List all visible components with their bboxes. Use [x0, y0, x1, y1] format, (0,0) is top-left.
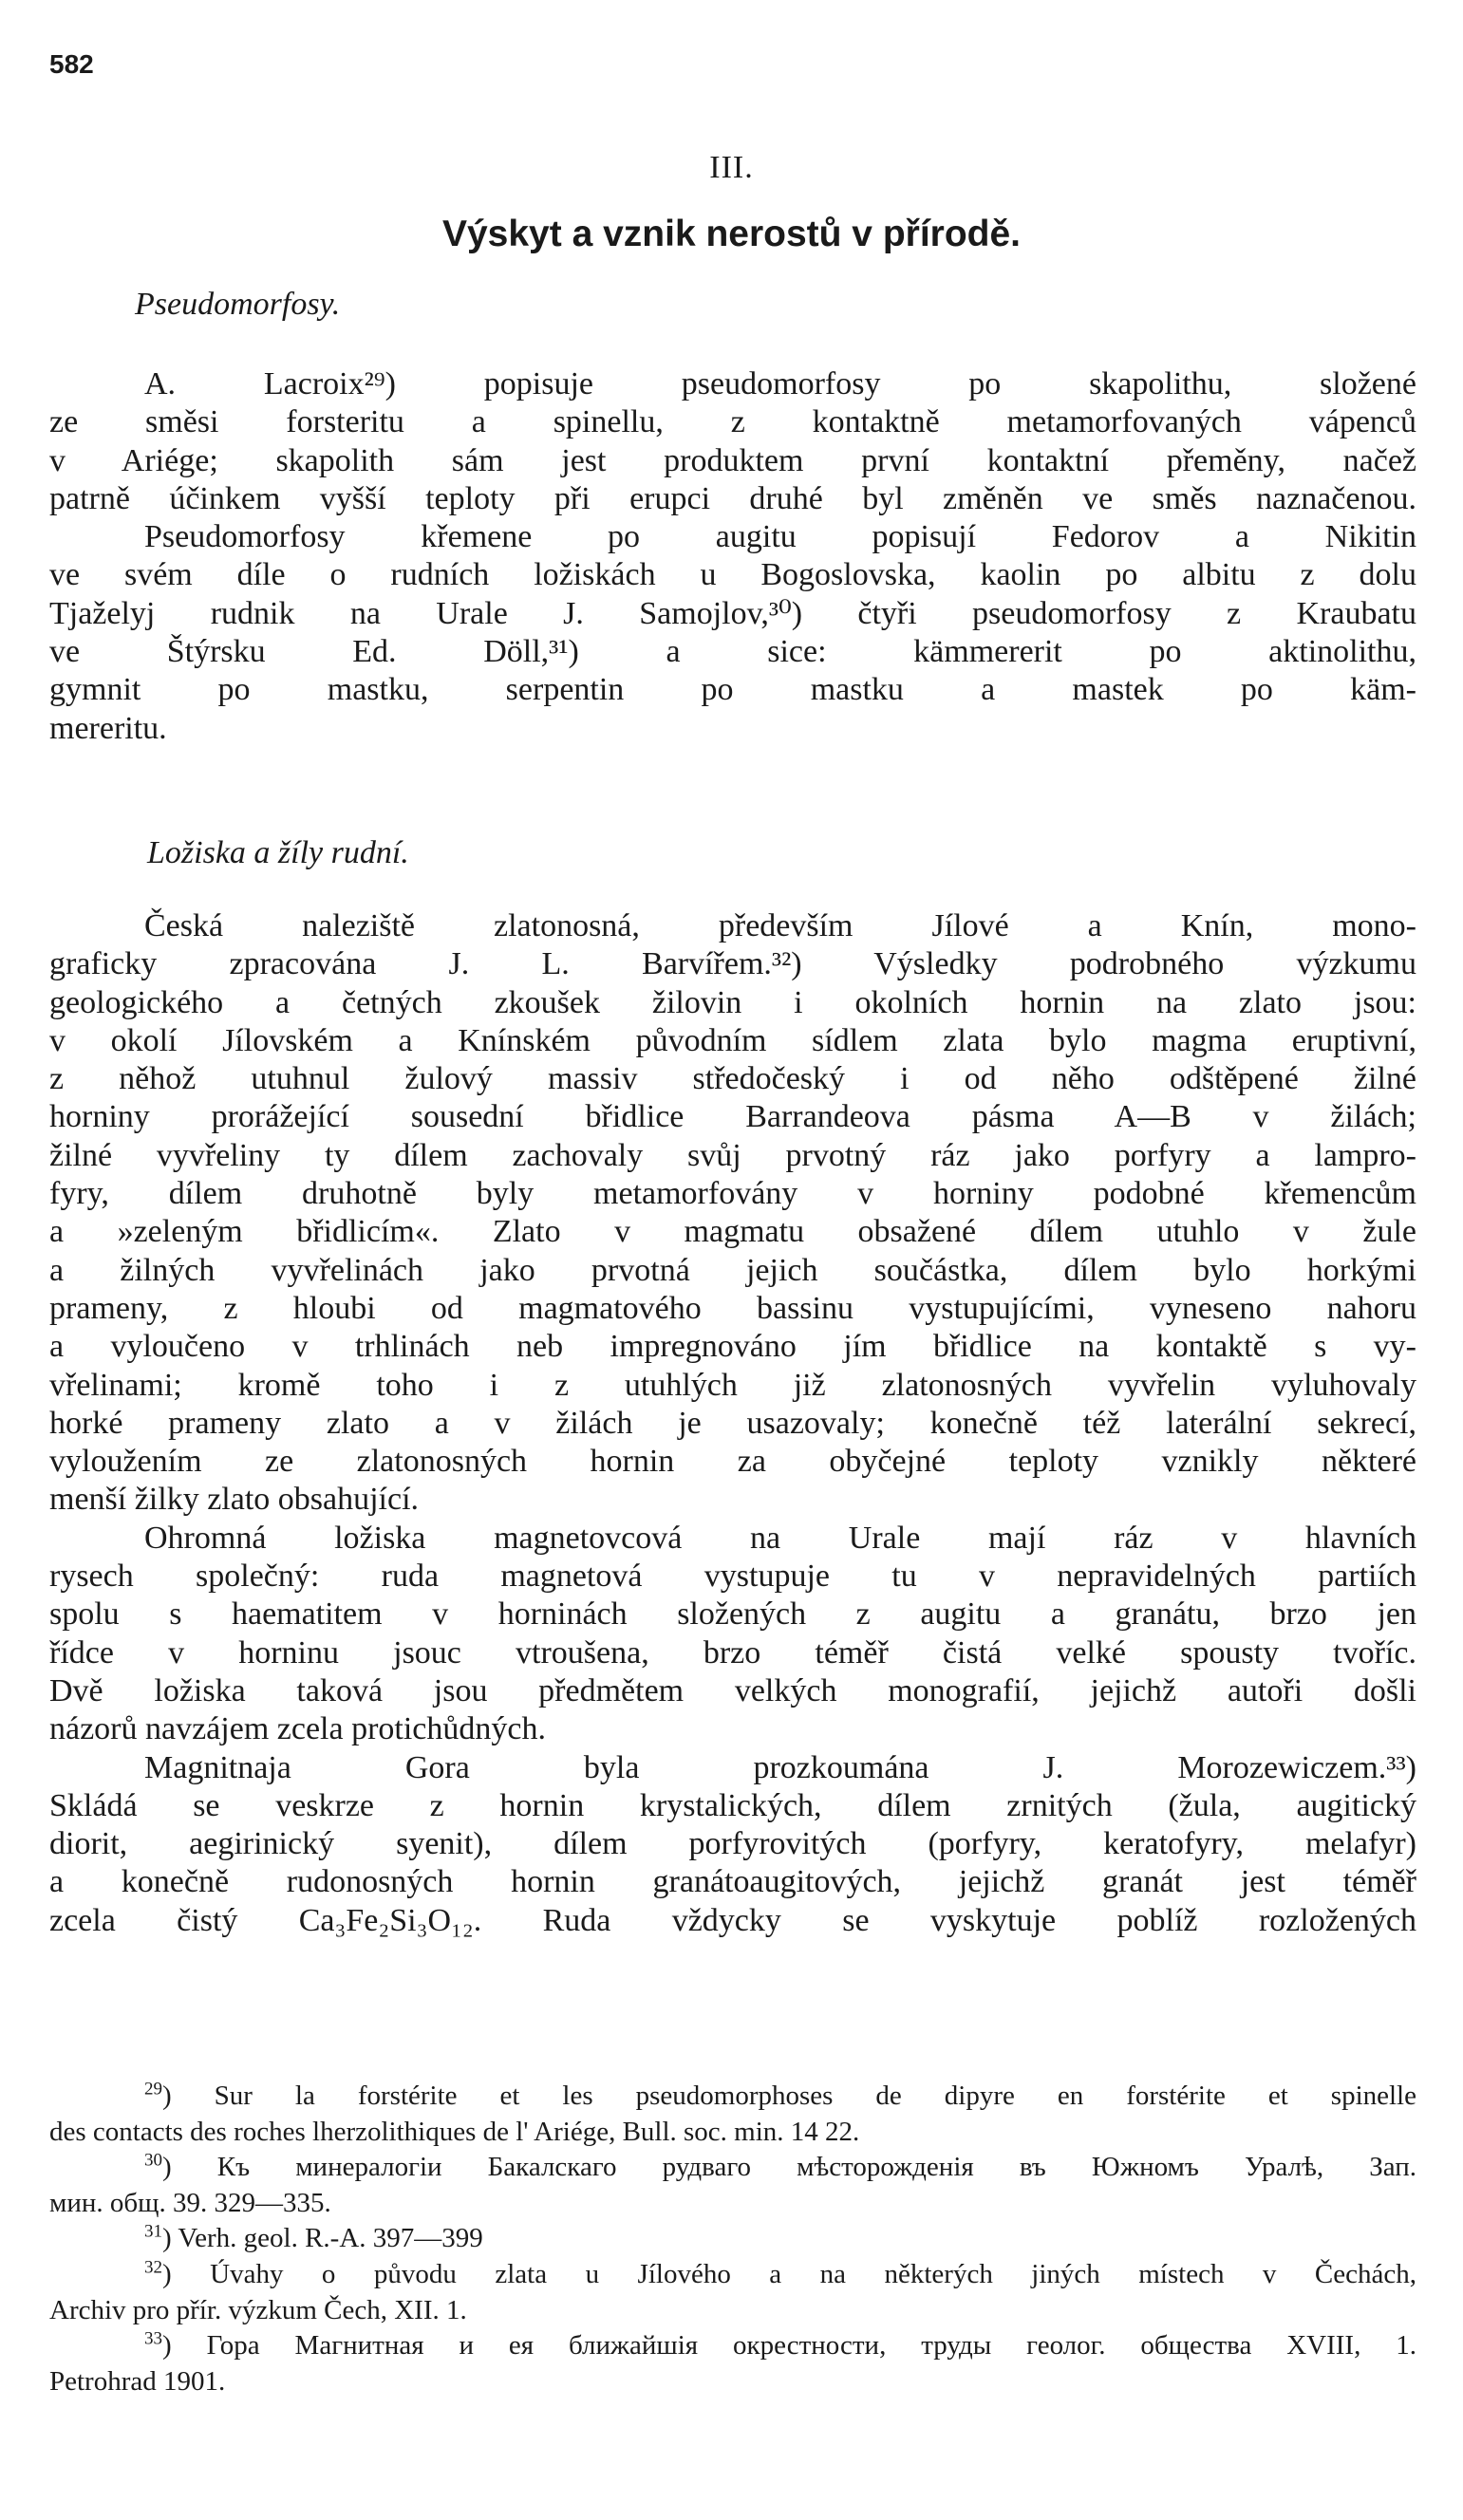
text-line: v Ariége; skapolith sám jest produktem první kontaktní přeměny, načež [49, 442, 1416, 478]
footnote-line: Petrohrad 1901. [49, 2365, 226, 2397]
text-line: Pseudomorfosy křemene po augitu popisují Fedorov a Nikitin [144, 519, 1416, 555]
text-line: názorů navzájem zcela protichůdných. [49, 1711, 546, 1747]
footnote-paren: ) [162, 2081, 215, 2111]
text-line: geologického a četných zkoušek žilovin i okolních hornin na zlato jsou: [49, 984, 1416, 1020]
text-line: zcela čistý Ca₃Fe₂Si₃O₁₂. Ruda vždycky se vyskytuje poblíž rozložených [49, 1902, 1416, 1938]
footnote-text: Verh. geol. R.-A. 397—399 [178, 2223, 483, 2254]
footnote-paren: ) [162, 2152, 217, 2183]
text-line: vřelinami; kromě toho i z utuhlých již zlatonosných vyvřelin vyluhovaly [49, 1367, 1416, 1403]
text-line: Skládá se veskrze z hornin krystalických, dílem zrnitých (žula, augitický [49, 1787, 1416, 1823]
text-line: Česká naleziště zlatonosná, především Jílové a Knín, mono- [144, 908, 1416, 943]
footnote-text: Úvahy o původu zlata u Jílového a na některých jiných místech v Čechách, [210, 2258, 1416, 2289]
footnote-number: 30 [144, 2150, 162, 2171]
text-line: horké prameny zlato a v žilách je usazovaly; konečně též laterální sekrecí, [49, 1405, 1416, 1441]
footnote-text: Sur la forstérite et les pseudomorphoses de dipyre en forstérite et spinelle [214, 2081, 1416, 2111]
footnote-number: 31 [144, 2221, 162, 2242]
footnote-line: Archiv pro přír. výzkum Čech, XII. 1. [49, 2294, 467, 2325]
text-line: Ohromná ložiska magnetovcová na Urale mají ráz v hlavních [144, 1520, 1416, 1556]
text-line: v okolí Jílovském a Knínském původním sídlem zlata bylo magma eruptivní, [49, 1022, 1416, 1058]
footnote-text: Гора Магнитная и ея ближайшiя окрестности, труды геолог. общества XVIII, 1. [206, 2330, 1416, 2361]
footnote-number: 32 [144, 2257, 162, 2278]
text-line: patrně účinkem vyšší teploty při erupci druhé byl změněn ve směs naznačenou. [49, 480, 1416, 516]
text-line: ve svém díle o rudních ložiskách u Bogoslovska, kaolin po albitu z dolu [49, 557, 1416, 593]
text-line: a vyloučeno v trhlinách neb impregnováno jím břidlice na kontaktě s vy- [49, 1329, 1416, 1365]
page-number: 582 [49, 49, 94, 79]
text-line: A. Lacroix²⁹) popisuje pseudomorfosy po skapolithu, složené [144, 366, 1416, 401]
text-line: spolu s haematitem v horninách složených z augitu a granátu, brzo jen [49, 1596, 1416, 1633]
text-line: a žilných vyvřelinách jako prvotná jejich součástka, dílem bylo horkými [49, 1252, 1416, 1288]
text-line: vyloužením ze zlatonosných hornin za obyčejné teploty vznikly některé [49, 1444, 1416, 1480]
text-line: menší žilky zlato obsahující. [49, 1482, 420, 1518]
footnote-number: 33 [144, 2328, 162, 2349]
text-line: Dvě ložiska taková jsou předmětem velkých monografií, jejichž autoři došli [49, 1672, 1416, 1708]
chapter-title: Výskyt a vznik nerostů v přírodě. [441, 214, 1022, 254]
text-line: gymnit po mastku, serpentin po mastku a mastek po käm- [49, 672, 1416, 708]
footnotes [49, 2079, 1416, 2399]
text-line: a »zeleným břidlicím«. Zlato v magmatu obsažené dílem utuhlo v žule [49, 1214, 1416, 1250]
footnote-text: Къ минералогiи Бакалскаго рудваго мѣсторожденiя въ Южномъ Уралѣ, Зап. [216, 2152, 1416, 2183]
section-body-loziska [49, 907, 1416, 1940]
text-line: Magnitnaja Gora byla prozkoumána J. Morozewiczem.³³) [144, 1749, 1416, 1785]
footnote-paren: ) [162, 2223, 178, 2254]
footnote-line: des contacts des roches lherzolithiques de l' Ariége, Bull. soc. min. 14 22. [49, 2116, 860, 2147]
footnote-paren: ) [162, 2258, 211, 2289]
footnote-line [49, 2257, 1416, 2293]
text-line: z něhož utuhnul žulový massiv středočeský i od něho odštěpené žilné [49, 1061, 1416, 1097]
text-line: žilné vyvřeliny ty dílem zachovaly svůj prvotný ráz jako porfyry a lampro- [49, 1137, 1416, 1173]
section-heading-loziska: Ložiska a žíly rudní. [147, 835, 409, 870]
text-line: Tjaželyj rudnik na Urale J. Samojlov,³⁰) čtyři pseudomorfosy z Kraubatu [49, 595, 1416, 631]
text-line: diorit, aegirinický syenit), dílem porfyrovitých (porfyry, keratofyry, melafyr) [49, 1826, 1416, 1862]
text-line: a konečně rudonosných hornin granátoaugitových, jejichž granát jest téměř [49, 1864, 1416, 1900]
text-line: řídce v horninu jsouc vtroušena, brzo téměř čistá velké spousty tvoříc. [49, 1634, 1416, 1671]
text-line: fyry, dílem druhotně byly metamorfovány v horniny podobné křemencům [49, 1176, 1416, 1212]
text-line: graficky zpracována J. L. Barvířem.³²) Výsledky podrobného výzkumu [49, 946, 1416, 982]
footnote-line [49, 2221, 1416, 2257]
text-line: mereritu. [49, 710, 167, 746]
text-line: rysech společný: ruda magnetová vystupuje tu v nepravidelných partiích [49, 1559, 1416, 1595]
footnote-line [49, 2079, 1416, 2115]
footnote-number: 29 [144, 2079, 162, 2100]
text-line: horniny prorážející sousední břidlice Barrandeova pásma A—B v žilách; [49, 1099, 1416, 1135]
footnote-line: мин. общ. 39. 329—335. [49, 2187, 331, 2218]
footnote-separator [49, 2073, 1416, 2074]
footnote-paren: ) [162, 2330, 207, 2361]
footnote-line [49, 2150, 1416, 2186]
footnote-line [49, 2328, 1416, 2364]
section-body-pseudomorfosy [49, 365, 1416, 748]
text-line: ze směsi forsteritu a spinellu, z kontaktně metamorfovaných vápenců [49, 404, 1416, 440]
section-heading-pseudomorfosy: Pseudomorfosy. [135, 287, 341, 322]
text-line: prameny, z hloubi od magmatového bassinu vystupujícími, vyneseno nahoru [49, 1290, 1416, 1326]
text-line: ve Štýrsku Ed. Döll,³¹) a sice: kämmererit po aktinolithu, [49, 634, 1416, 670]
chapter-number: III. [709, 150, 754, 185]
